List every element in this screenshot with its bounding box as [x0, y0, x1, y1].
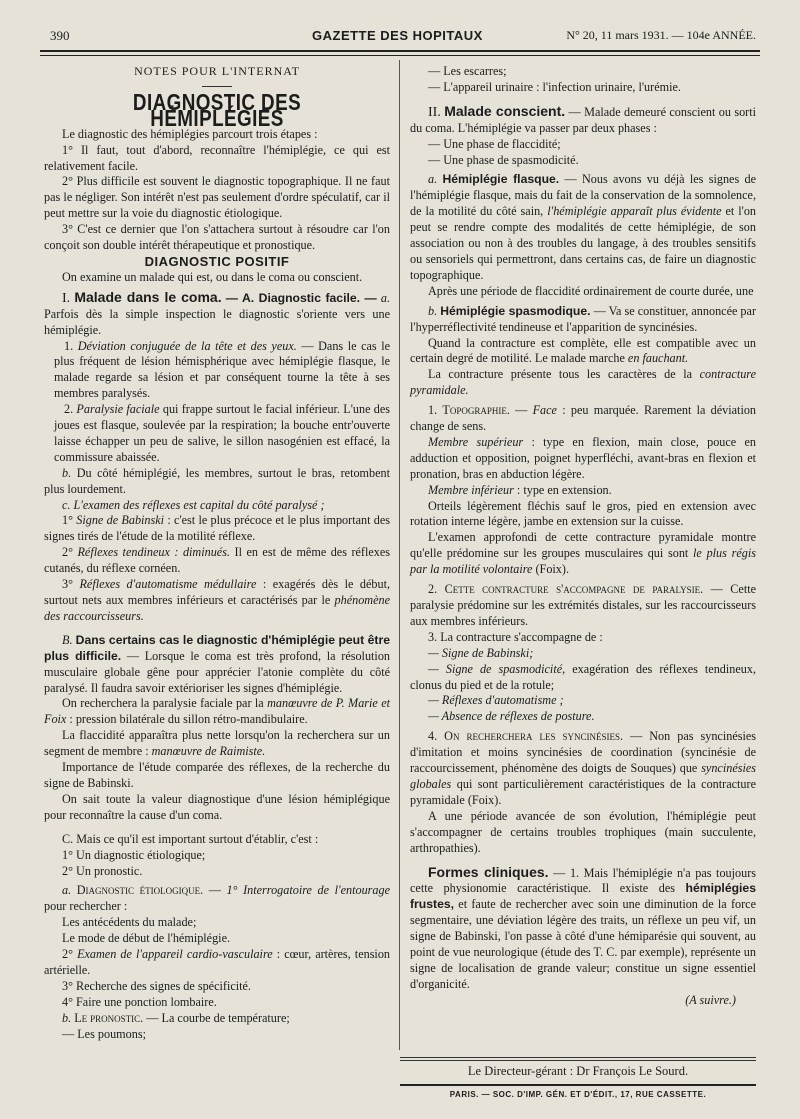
paragraph: La flaccidité apparaîtra plus nette lorsqu'on la recherchera sur un segment de membre : manœuvre de Raimiste. [44, 728, 390, 759]
footer-rule-thin [400, 1060, 756, 1061]
list-item: 4° Faire une ponction lombaire. [62, 994, 217, 1009]
paragraph: A une période avancée de son évolution, l'hémiplégie peut s'accompagner de certains troubles trophiques (main succulente, arthropathies). [410, 808, 756, 855]
paragraph: a. Hémiplégie flasque. — Nous avons vu déjà les signes de l'hémiplégie flasque, mais du fait de la conservation de la somnolence, de la motilité du côté sain, l'hémiplégie apparaît plus évidente et l'on peut se rendre compte des modalités de cette hémiplégie, de son association ou non à des troubles du langage, à des troubles sensitifs ou sensoriels qui permettront, dans certains cas, de faire un diagnostic topographique. [410, 172, 757, 282]
footer-rule [400, 1057, 756, 1058]
to-be-continued: (A suivre.) [685, 992, 736, 1007]
paragraph: On recherchera la paralysie faciale par la manœuvre de P. Marie et Foix : pression bilatérale du sillon rétro-mandibulaire. [44, 696, 391, 727]
paragraph: 2. Paralysie faciale qui frappe surtout le facial inférieur. L'une des joues est flasque, soulevée par la respiration; la bouche entr'ouverte laisse échapper un peu de salive, le sillon nasogénien est effacé, la commissure abaissée. [54, 402, 391, 464]
paragraph: a. Diagnostic étiologique. — 1° Interrogatoire de l'entourage pour rechercher : [44, 883, 390, 914]
list-item: 2° Un pronostic. [62, 863, 143, 878]
footer-rule-thick [400, 1084, 756, 1086]
paragraph: On sait toute la valeur diagnostique d'une lésion hémiplégique pour reconnaître la cause d'un coma. [44, 791, 390, 822]
paragraph: 2° Examen de l'appareil cardio-vasculaire : cœur, artères, tension artérielle. [44, 947, 391, 977]
list-item: — Les escarres; [428, 64, 507, 78]
column-divider [399, 60, 400, 1050]
paragraph: Après une période de flaccidité ordinairement de courte durée, une [428, 283, 754, 298]
page-number: 390 [50, 28, 70, 43]
list-item: — Signe de spasmodicité, exagération des réflexes tendineux, clonus du pied et de la rotule; [410, 661, 757, 692]
list-item: — Signe de Babinski; [428, 645, 534, 660]
paragraph: 2. Cette contracture s'accompagne de paralysie. — Cette paralysie prédomine sur les extrémités distales, sur les raccourcisseurs aux membres inférieurs. [410, 582, 757, 628]
paragraph: Importance de l'étude comparée des réflexes, de la recherche du signe de Babinski. [44, 760, 390, 790]
paragraph: b. Le pronostic. — La courbe de température; [62, 1010, 290, 1025]
paragraph: 4. On recherchera les syncinésies. — Non pas syncinésies d'imitation et moins syncinésies de coordination (syncinésie de raccourcissement, phénomène des doigts de Souques) que syncinésies globales qui sont particulièrement caractéristiques de la contracture pyramidale (Foix). [410, 729, 757, 807]
paragraph: 1° Signe de Babinski : c'est le plus précoce et le plus important des signes tirés de l'étude de la motilité réflexe. [44, 513, 391, 544]
list-item: 3° Recherche des signes de spécificité. [62, 978, 251, 993]
issue-date: N° 20, 11 mars 1931. — 104e ANNÉE. [566, 28, 756, 42]
paragraph: 2° Réflexes tendineux : diminués. Il en est de même des réflexes cutanés, du réflexe cornéen. [44, 545, 391, 576]
paragraph: 3° C'est ce dernier que l'on s'attachera surtout à résoudre car l'on conçoit son double intérêt thérapeutique et pronostique. [44, 222, 390, 253]
paragraph: Membre inférieur : type en extension. [428, 482, 612, 497]
paragraph: 1. Déviation conjuguée de la tête et des yeux. — Dans le cas le plus fréquent de lésion hémisphérique avec hémiplégie flasque, le malade regarde sa lésion et par conséquent tourne la tête à ses membres paralysés. [54, 338, 391, 401]
subheading: DIAGNOSTIC POSITIF [144, 253, 290, 269]
paragraph: Formes cliniques. — 1. Mais l'hémiplégie n'a pas toujours cette physionomie caractéristique. Il existe des hémiplégies frustes, et faute de rechercher avec soin une diminution de la force segmentaire, une déviation légère des traits, un réflexe un peu vif, un signe de Babinski, l'on passe à côté d'une hémiparésie qui souvent, au point de vue neurologique (étude des T. C. par exemple), représente un signe de localisation de grande valeur; constitue un signe essentiel d'organicité. [410, 863, 757, 991]
list-item: — Réflexes d'automatisme ; [428, 693, 564, 708]
list-item: — Les poumons; [62, 1026, 146, 1041]
paragraph: 3° Réflexes d'automatisme médullaire : exagérés dès le début, surtout nets aux membres inférieurs et caractérisés par le phénomène des raccourcisseurs. [44, 577, 391, 623]
section-label: NOTES POUR L'INTERNAT [134, 64, 300, 78]
paragraph: C. Mais ce qu'il est important surtout d'établir, c'est : [62, 831, 319, 846]
article-title: DIAGNOSTIC DES HÉMIPLÉGIES [132, 88, 302, 131]
section-heading: II. Malade conscient. — Malade demeuré conscient ou sorti du coma. L'hémiplégie va passer par deux phases : [410, 102, 757, 135]
paragraph: 3. La contracture s'accompagne de : [428, 629, 603, 644]
paragraph: On examine un malade qui est, ou dans le coma ou conscient. [62, 269, 363, 284]
paragraph: 1. Topographie. — Face : peu marquée. Rarement la déviation change de sens. [410, 403, 757, 434]
paragraph: b. Du côté hémiplégié, les membres, surtout le bras, retombent plus lourdement. [44, 465, 391, 496]
paragraph: Le diagnostic des hémiplégies parcourt trois étapes : [62, 126, 318, 141]
left-column [44, 64, 390, 1042]
page-header [40, 26, 760, 48]
paragraph: Quand la contracture est complète, elle est compatible avec un certain degré de motilité. Le malade marche en fauchant. [410, 335, 756, 366]
list-item: — Absence de réflexes de posture. [428, 709, 595, 724]
journal-title: GAZETTE DES HOPITAUX [312, 28, 483, 43]
list-item: — Une phase de spasmodicité. [428, 152, 579, 167]
paragraph: La contracture présente tous les caractères de la contracture pyramidale. [410, 367, 757, 398]
printer-line: PARIS. — SOC. D'IMP. GÉN. ET D'ÉDIT., 17, RUE CASSETTE. [449, 1090, 707, 1099]
paragraph: 1° Il faut, tout d'abord, reconnaître l'hémiplégie, ce qui est relativement facile. [44, 142, 390, 173]
paragraph: L'examen approfondi de cette contracture pyramidale montre qu'elle prédomine sur les groupes musculaires qui sont le plus régis par la motilité volontaire (Foix). [410, 530, 756, 577]
list-item: Le mode de début de l'hémiplégie. [62, 931, 231, 946]
header-rule-thin [40, 55, 760, 56]
paragraph: B. Dans certains cas le diagnostic d'hémiplégie peut être plus difficile. — Lorsque le coma est très profond, la résolution musculaire globale gêne pour apprécier l'atonie complète du côté paralysé. Il faudra savoir extérioriser les signes d'hémiplégie. [44, 632, 391, 695]
paragraph: 2° Plus difficile est souvent le diagnostic topographique. Il ne faut pas le négliger. Son intérêt n'est pas seulement d'ordre spéculatif, car il peut mettre sur la voie du diagnostic étiologique. [44, 174, 390, 221]
paragraph: c. L'examen des réflexes est capital du côté paralysé ; [62, 497, 325, 512]
paragraph: b. Hémiplégie spasmodique. — Va se constituer, annoncée par l'hyperréflectivité tendineuse et l'apparition de syncinésies. [410, 303, 756, 334]
right-column [410, 64, 756, 1009]
director-line: Le Directeur-gérant : Dr François Le Sourd. [467, 1064, 689, 1078]
list-item: Les antécédents du malade; [62, 915, 197, 930]
list-item: — L'appareil urinaire : l'infection urinaire, l'urémie. [428, 79, 681, 94]
section-heading: I. Malade dans le coma. — A. Diagnostic facile. — a. Parfois dès la simple inspection le diagnostic s'oriente vers une hémiplégie. [44, 288, 390, 337]
list-item: — Une phase de flaccidité; [428, 136, 561, 151]
paragraph: Orteils légèrement fléchis sauf le gros, pied en extension avec rotation interne légère, jambe en extension sur la cuisse. [410, 498, 756, 529]
list-item: 1° Un diagnostic étiologique; [62, 847, 206, 862]
header-rule [40, 50, 760, 52]
short-rule [202, 86, 232, 87]
paragraph: Membre supérieur : type en flexion, main close, pouce en adduction et opposition, poignet hyperfléchi, avant-bras en flexion et pronation, bras en abduction légère. [410, 434, 756, 481]
